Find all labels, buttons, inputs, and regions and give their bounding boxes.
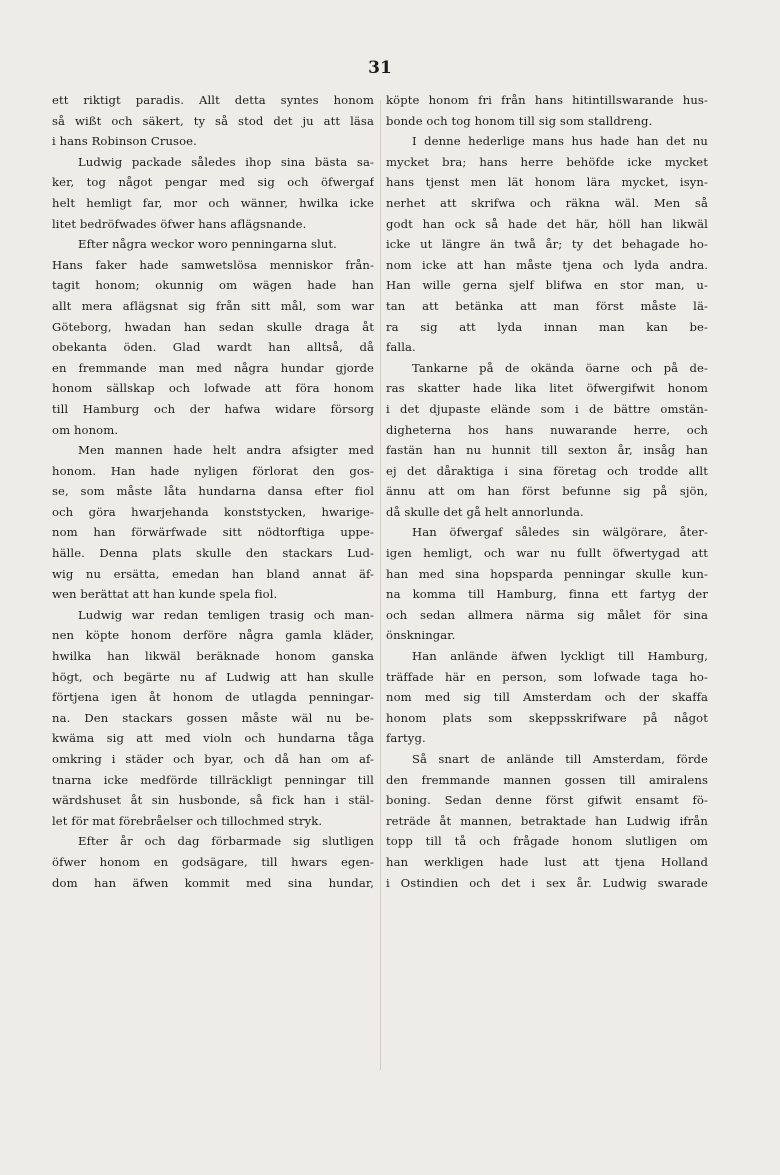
text-line: ej det dåraktiga i sina företag och trodde allt [386, 463, 708, 478]
text-line: Men mannen hade helt andra afsigter med [78, 443, 374, 458]
text-line: omkring i städer och byar, och då han om af- [52, 752, 374, 766]
text-line: tagit honom; okunnig om wägen hade han [52, 278, 374, 293]
text-line: ra sig att lyda innan man kan be- [386, 319, 708, 334]
text-line: I denne hederlige mans hus hade han det nu [412, 134, 708, 149]
text-line: mycket bra; hans herre behöfde icke mycket [386, 154, 708, 169]
text-line: förtjena igen åt honom de utlagda penningar- [52, 690, 374, 705]
text-line: na komma till Hamburg, finna ett fartyg der [386, 587, 708, 602]
text-line: i det djupaste elände som i de bättre omstän- [386, 401, 708, 416]
text-line: nom icke att han måste tjena och lyda andra. [386, 257, 708, 272]
text-line: hans tjenst men lät honom lära mycket, isyn- [386, 175, 708, 190]
text-line: allt mera aflägsnat sig från sitt mål, som war [52, 298, 374, 313]
text-line: wig nu ersätta, emedan han bland annat äf- [52, 566, 374, 581]
text-line: se, som måste låta hundarna dansa efter fiol [52, 484, 374, 499]
text-line: digheterna hos hans nuwarande herre, och [386, 422, 708, 437]
text-line: Han anlände äfwen lyckligt till Hamburg, [412, 649, 708, 664]
text-line: önskningar. [386, 628, 456, 643]
text-line: i hans Robinson Crusoe. [52, 134, 197, 149]
text-line: honom plats som skeppsskrifware på något [386, 710, 708, 725]
page-number: 31 [368, 58, 392, 78]
text-line: Hans faker hade samwetslösa menniskor från- [52, 257, 374, 272]
text-line: den fremmande mannen gossen till amiralens [386, 772, 708, 787]
text-line: wen berättat att han kunde spela fiol. [52, 587, 278, 602]
text-line: öfwer honom en godsägare, till hwars egen- [52, 854, 374, 869]
text-line: Göteborg, hwadan han sedan skulle draga åt [52, 319, 374, 334]
text-line: dom han äfwen kommit med sina hundar, [52, 875, 374, 890]
text-line: wärdshuset åt sin husbonde, så fick han i stäl- [52, 793, 374, 808]
text-line: falla. [386, 340, 416, 355]
left-column [52, 90, 374, 893]
text-line: honom. Han hade nyligen förlorat den gos- [52, 463, 374, 478]
text-line: nerhet att skrifwa och räkna wäl. Men så [386, 195, 708, 210]
text-line: köpte honom fri från hans hitintillswarande hus- [386, 93, 708, 107]
text-line: ett riktigt paradis. Allt detta syntes honom [52, 93, 374, 107]
text-line: och göra hwarjehanda konststycken, hwarige- [52, 504, 374, 519]
text-line: till Hamburg och der hafwa widare försorg [52, 401, 374, 416]
text-line: tan att betänka att man först måste lä- [386, 298, 708, 313]
text-line: na. Den stackars gossen måste wäl nu be- [52, 710, 374, 725]
text-line: obekanta öden. Glad wardt han alltså, då [52, 340, 374, 355]
text-line: bonde och tog honom till sig som stalldreng. [386, 113, 653, 128]
text-line: Han öfwergaf således sin wälgörare, åter- [412, 525, 708, 540]
text-line: fastän han nu hunnit till sexton år, insåg han [386, 443, 708, 458]
text-line: han med sina hopsparda penningar skulle kun- [386, 566, 708, 581]
text-line: om honom. [52, 422, 119, 437]
text-line: Tankarne på de okända öarne och på de- [412, 360, 708, 375]
text-line: Han wille gerna sjelf blifwa en stor man, u- [386, 278, 708, 293]
text-line: litet bedröfwades öfwer hans aflägsnande. [52, 216, 307, 231]
text-line: nom med sig till Amsterdam och der skaffa [386, 690, 708, 705]
text-line: boning. Sedan denne först gifwit ensamt fö- [386, 793, 708, 808]
text-line: ker, tog något pengar med sig och öfwergaf [52, 175, 374, 190]
text-line: så wißt och säkert, ty så stod det ju att läsa [52, 113, 374, 128]
text-line: Efter några weckor woro penningarna slut. [78, 237, 337, 252]
text-line: kwäma sig att med violn och hundarna tåga [52, 731, 374, 746]
text-line: icke ut längre än twå år; ty det behagade ho- [386, 237, 708, 252]
text-line: igen hemligt, och war nu fullt öfwertygad att [386, 546, 708, 561]
text-line: en fremmande man med några hundar gjorde [52, 360, 374, 375]
text-line: träffade här en person, som lofwade taga ho- [386, 669, 708, 684]
text-line: helt hemligt far, mor och wänner, hwilka icke [52, 195, 374, 210]
text-line: Så snart de anlände till Amsterdam, förde [412, 752, 708, 766]
text-line: hälle. Denna plats skulle den stackars Lud- [52, 546, 374, 561]
text-line: ännu att om han först befunne sig på sjön, [386, 484, 708, 499]
text-line: honom sällskap och lofwade att föra honom [52, 381, 374, 396]
text-line: Ludwig packade således ihop sina bästa sa- [78, 154, 374, 169]
text-line: ras skatter hade lika litet öfwergifwit honom [386, 381, 708, 396]
text-line: hwilka han likwäl beräknade honom ganska [52, 649, 374, 664]
text-line: nom han förwärfwade sitt nödtorftiga uppe- [52, 525, 374, 540]
text-line: topp till tå och frågade honom slutligen om [386, 834, 708, 849]
text-line: tnarna icke medförde tillräckligt penningar till [52, 772, 374, 787]
text-line: Ludwig war redan temligen trasig och man- [78, 607, 374, 622]
text-line: let för mat förebråelser och tillochmed stryk. [52, 813, 323, 828]
text-line: han werkligen hade lust att tjena Holland [386, 854, 708, 869]
text-line: Efter år och dag förbarmade sig slutligen [78, 834, 374, 849]
text-line: fartyg. [386, 731, 426, 746]
text-line: då skulle det gå helt annorlunda. [386, 504, 584, 519]
column-divider [380, 100, 381, 1070]
text-line: reträde åt mannen, betraktade han Ludwig ifrån [386, 813, 708, 828]
text-line: godt han ock så hade det här, höll han likwäl [386, 216, 708, 231]
text-line: i Ostindien och det i sex år. Ludwig swarade [386, 875, 708, 890]
text-line: nen köpte honom derföre några gamla kläder, [52, 628, 374, 643]
right-column [386, 90, 708, 893]
text-line: och sedan allmera närma sig målet för sina [386, 607, 708, 622]
text-line: högt, och begärte nu af Ludwig att han skulle [52, 669, 374, 684]
